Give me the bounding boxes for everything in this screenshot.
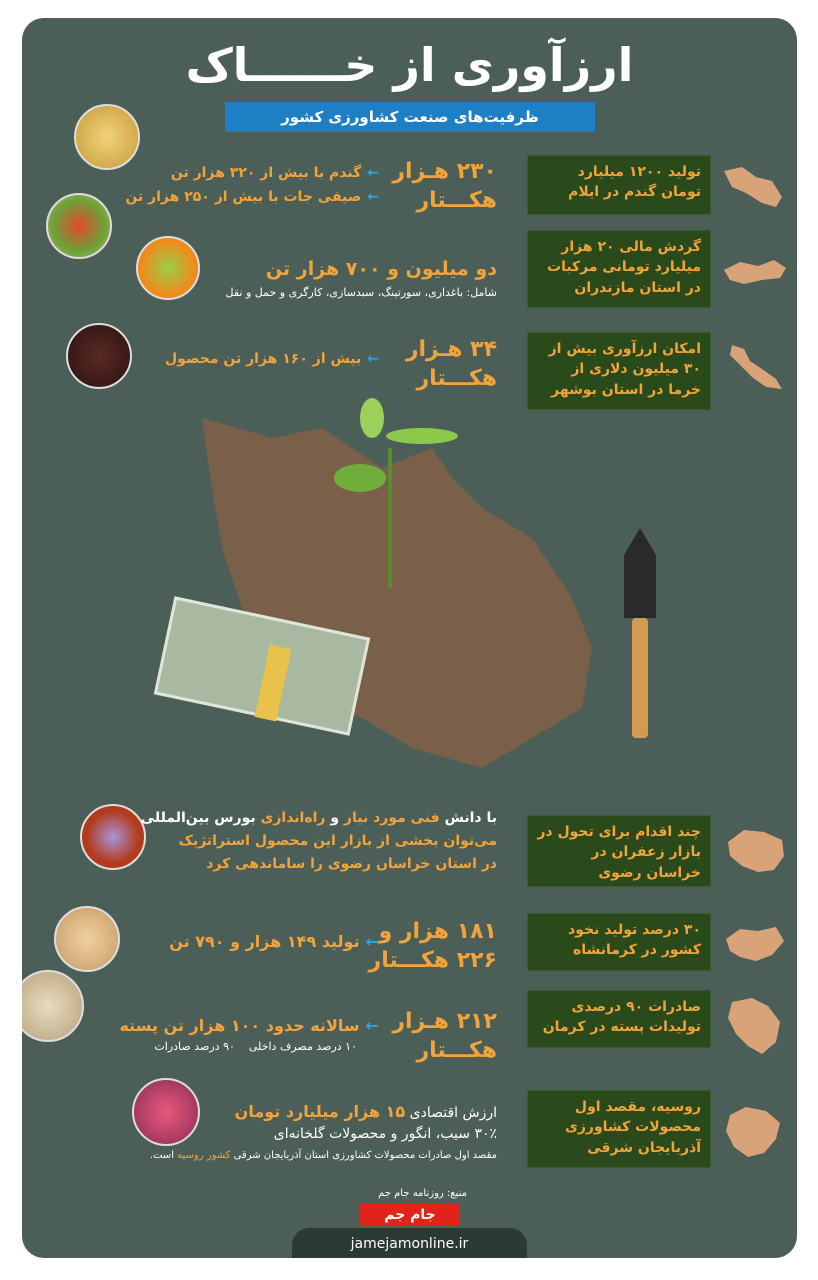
- wheat-line-1: ←گندم با بیش از ۳۲۰ هزار تن: [170, 165, 379, 181]
- saffron-line-2: می‌توان بخشی از بازار این محصول استراتژیک: [178, 833, 497, 849]
- box-kermanshah-chickpea: ۳۰ درصد تولید نخود کشور در کرمانشاه: [527, 913, 711, 971]
- apple-grapes-image: [132, 1078, 200, 1146]
- arrow-icon: ←: [367, 189, 379, 205]
- page-title: ارزآوری از خــــــاک: [185, 38, 634, 92]
- pistachio-area: ۲۱۲ هـزار هکـــتار: [392, 1009, 497, 1063]
- box-azerbaijan-russia: روسیه، مقصد اول محصولات کشاورزی آذربایجان شرقی: [527, 1090, 711, 1168]
- pistachio-line: ←سالانه حدود ۱۰۰ هزار تن پسته: [119, 1016, 379, 1035]
- pistachio-detail: ۱۰ درصد مصرف داخلی ۹۰ درصد صادرات: [154, 1040, 357, 1053]
- azerbaijan-map-icon: [722, 1103, 788, 1161]
- citrus-headline: دو میلیون و ۷۰۰ هزار تن: [265, 258, 497, 280]
- chickpea-area: ۱۸۱ هزار و ۲۲۶ هکـــتار: [368, 919, 497, 973]
- azerbaijan-note: مقصد اول صادرات محصولات کشاورزی استان آذربایجان شرقی کشور روسیه است.: [149, 1150, 497, 1161]
- box-ilam-wheat: تولید ۱۲۰۰ میلیارد تومان گندم در ایلام: [527, 155, 711, 215]
- iran-soil-map-illustration: [152, 388, 672, 798]
- citrus-detail: شامل: باغداری، سورتینگ، سبدسازی، کارگری و حمل و نقل: [225, 286, 497, 299]
- saffron-line-3: در استان خراسان رضوی را ساماندهی کرد: [206, 856, 497, 872]
- dates-line: ←بیش از ۱۶۰ هزار تن محصول: [165, 351, 379, 367]
- mazandaran-map-icon: [722, 250, 788, 298]
- citrus-image: [136, 236, 200, 300]
- ilam-map-icon: [722, 163, 788, 211]
- trowel-handle-icon: [632, 618, 648, 738]
- arrow-icon: ←: [365, 1016, 379, 1035]
- dates-area: ۳۴ هـزار هکـــتار: [405, 337, 497, 391]
- chickpea-image: [54, 906, 120, 972]
- pistachio-image: [22, 970, 84, 1042]
- website-link[interactable]: jamejamonline.ir: [292, 1228, 527, 1258]
- saffron-line-1: با دانش فنی مورد نیاز و راه‌اندازی بورس بین‌المللی: [140, 810, 497, 826]
- chickpea-line: ←تولید ۱۴۹ هزار و ۷۹۰ تن: [169, 932, 379, 951]
- kermanshah-map-icon: [722, 921, 788, 969]
- dates-image: [66, 323, 132, 389]
- khorasan-map-icon: [722, 826, 788, 874]
- azerbaijan-value: ارزش اقتصادی ۱۵ هزار میلیارد تومان: [234, 1102, 497, 1121]
- arrow-icon: ←: [365, 932, 379, 951]
- vegetables-image: [46, 193, 112, 259]
- saffron-image: [80, 804, 146, 870]
- box-mazandaran-citrus: گردش مالی ۲۰ هزار میلیارد تومانی مرکبات در استان مازندران: [527, 230, 711, 308]
- subtitle-banner: ظرفیت‌های صنعت کشاورزی کشور: [225, 102, 595, 132]
- arrow-icon: ←: [367, 165, 379, 181]
- vegetables-line: ←صیفی جات با بیش از ۲۵۰ هزار تن: [125, 189, 379, 205]
- box-khorasan-saffron: چند اقدام برای تحول در بازار زعفران در خراسان رضوی: [527, 815, 711, 887]
- source-label: منبع: روزنامه جام جم: [378, 1188, 467, 1199]
- box-kerman-pistachio: صادرات ۹۰ درصدی تولیدات پسته در کرمان: [527, 990, 711, 1048]
- azerbaijan-share: ۳۰٪ سیب، انگور و محصولات گلخانه‌ای: [273, 1126, 497, 1142]
- infographic: [22, 18, 797, 1258]
- jamejam-logo: جام جم: [360, 1204, 460, 1226]
- wheat-image: [74, 104, 140, 170]
- box-bushehr-dates: امکان ارزآوری بیش از ۳۰ میلیون دلاری از خرما در استان بوشهر: [527, 332, 711, 410]
- bushehr-map-icon: [722, 343, 788, 391]
- kerman-map-icon: [722, 996, 788, 1056]
- arrow-icon: ←: [367, 351, 379, 367]
- wheat-area: ۲۳۰ هـزار هکـــتار: [392, 159, 497, 213]
